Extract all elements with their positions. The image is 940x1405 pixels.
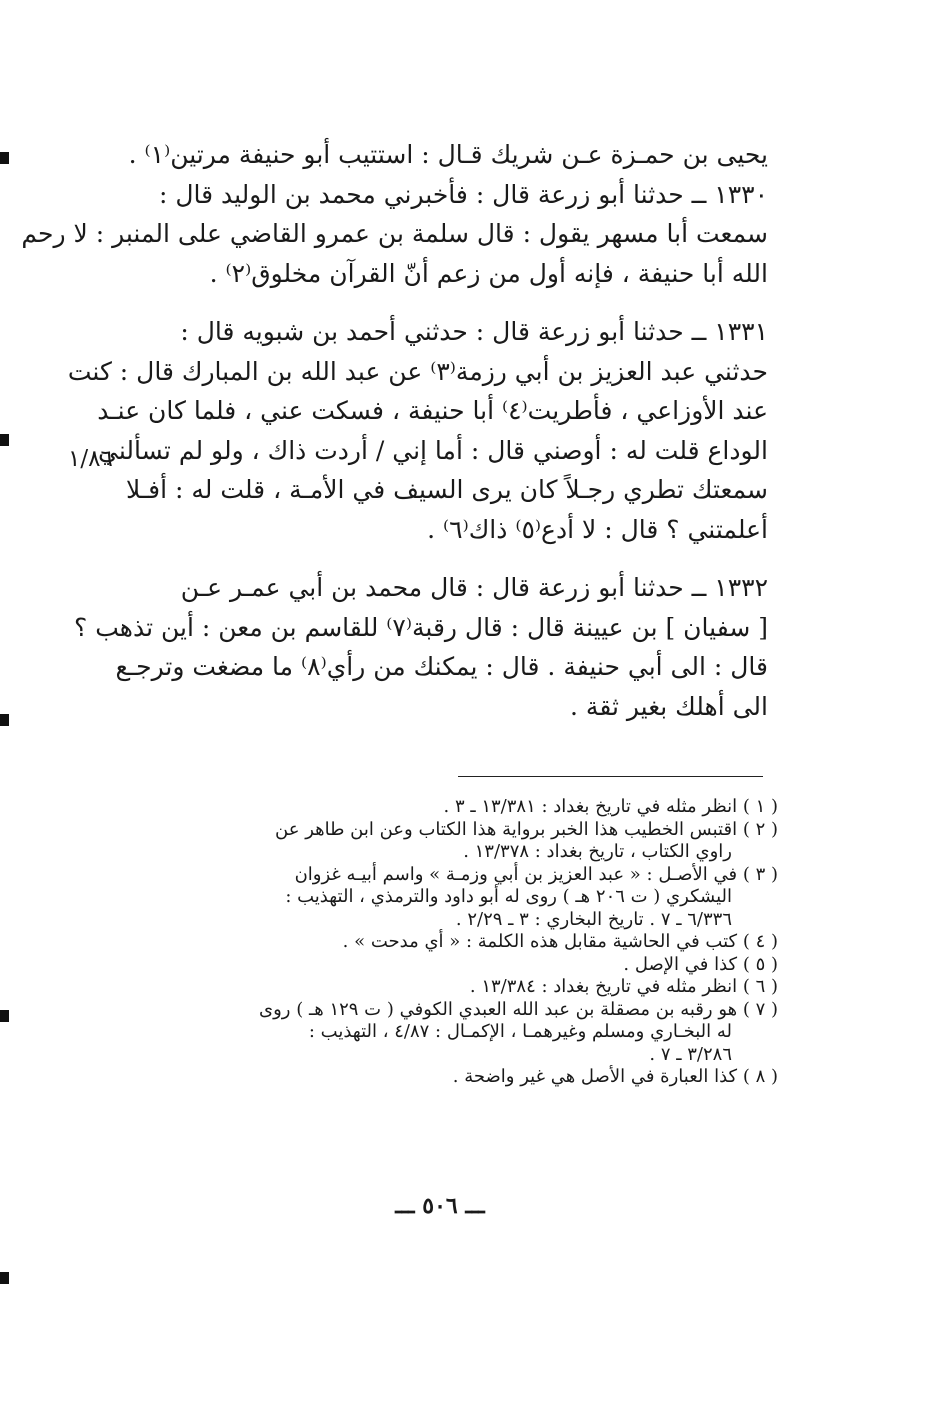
text-line: سمعت أبا مسهر يقول : قال سلمة بن عمرو القاضي على المنبر : لا رحم bbox=[21, 219, 768, 248]
text-line: الى أهلك بغير ثقة . bbox=[570, 691, 768, 721]
text-line: [ سفيان ] بن عيينة قال : قال رقبة⁽٧⁾ للقاسم بن معن : أين تذهب ؟ bbox=[74, 612, 768, 642]
text-line: ١٣٣١ ــ حدثنا أبو زرعة قال : حدثني أحمد بن شبويه قال : bbox=[180, 317, 768, 346]
footnotes bbox=[128, 796, 778, 1089]
scan-edge-mark bbox=[0, 1272, 9, 1284]
footnote-line: ٦/٣٣٦ ـ ٧ . تاريخ البخاري : ٣ ـ ٢/٢٩ . bbox=[455, 908, 732, 930]
footnote-line: ( ٢ ) اقتبس الخطيب هذا الخبر برواية هذا الكتاب وعن ابن طاهر عن bbox=[275, 818, 778, 840]
text-line: سمعتك تطري رجـلاً كان يرى السيف في الأمـة ، قلت له : أفـلا bbox=[125, 475, 768, 504]
paragraph bbox=[128, 135, 768, 175]
footnote-line: له البخـاري ومسلم وغيرهمـا ، الإكمـال : ٤/٨٧ ، التهذيب : bbox=[308, 1021, 732, 1042]
paragraph bbox=[74, 568, 768, 726]
scan-edge-mark bbox=[0, 1010, 9, 1022]
text-line: عند الأوزاعي ، فأطريت⁽٤⁾ أبا حنيفة ، فسكت عني ، فلما كان عنـد bbox=[97, 396, 768, 425]
text-line: أعلمتني ؟ قال : لا أدع⁽٥⁾ ذاك⁽٦⁾ . bbox=[427, 514, 768, 544]
scan-edge-mark bbox=[0, 434, 9, 446]
scan-edge-mark bbox=[0, 152, 9, 164]
text-line: يحيى بن حمـزة عـن شريك قـال : استتيب أبو حنيفة مرتين⁽١⁾ . bbox=[128, 140, 768, 169]
text-line: ١٣٣٠ ــ حدثنا أبو زرعة قال : فأخبرني محمد بن الوليد قال : bbox=[158, 179, 768, 209]
footnote-line: ( ٤ ) كتب في الحاشية مقابل هذه الكلمة : « أي مدحت » . bbox=[342, 931, 778, 952]
footnote-line: ٣/٢٨٦ ـ ٧ . bbox=[649, 1043, 732, 1065]
footnote-line: اليشكري ( ت ٢٠٦ هـ ) روى له أبو داود والترمذي ، التهذيب : bbox=[285, 886, 732, 907]
text-line: قال : الى أبي حنيفة . قال : يمكنك من رأي⁽٨⁾ ما مضغت وترجـع bbox=[115, 652, 768, 681]
page-number: ـــ ٥٠٦ ـــ bbox=[395, 1193, 485, 1219]
footnote-line: راوي الكتاب ، تاريخ بغداد : ١٣/٣٧٨ . bbox=[463, 841, 732, 862]
text-line: الوداع قلت له : أوصني قال : أما إني / أردت ذاك ، ولو لم تسألني bbox=[98, 435, 768, 465]
paragraph bbox=[21, 175, 768, 294]
footnote-line: ( ٦ ) انظر مثله في تاريخ بغداد : ١٣/٣٨٤ . bbox=[469, 976, 778, 997]
footnote-line: ( ٣ ) في الأصـل : « عبد العزيز بن أبي وزمـة » واسم أبيـه غزوان bbox=[294, 863, 778, 885]
footnote-line: ( ٧ ) هو رقبه بن مصقلة بن عبد الله العبدي الكوفي ( ت ١٢٩ هـ ) روى bbox=[259, 998, 778, 1020]
footnote-line: ( ٨ ) كذا العبارة في الأصل هي غير واضحة . bbox=[452, 1066, 778, 1087]
text-line: ١٣٣٢ ــ حدثنا أبو زرعة قال : قال محمد بن أبي عمـر عـن bbox=[180, 573, 768, 602]
footnote-line: ( ١ ) انظر مثله في تاريخ بغداد : ١٣/٣٨١ ـ ٣ . bbox=[443, 796, 778, 817]
text-line: الله أبا حنيفة ، فإنه أول من زعم أنّ القرآن مخلوق⁽٢⁾ . bbox=[209, 258, 768, 288]
scan-edge-mark bbox=[0, 714, 9, 726]
text-line: حدثني عبد العزيز بن أبي رزمة⁽٣⁾ عن عبد الله بن المبارك قال : كنت bbox=[67, 356, 768, 386]
footnote-separator bbox=[458, 776, 763, 777]
footnote-line: ( ٥ ) كذا في الإصل . bbox=[623, 953, 778, 975]
manuscript-folio-note: ١/٨٦ bbox=[68, 446, 113, 472]
